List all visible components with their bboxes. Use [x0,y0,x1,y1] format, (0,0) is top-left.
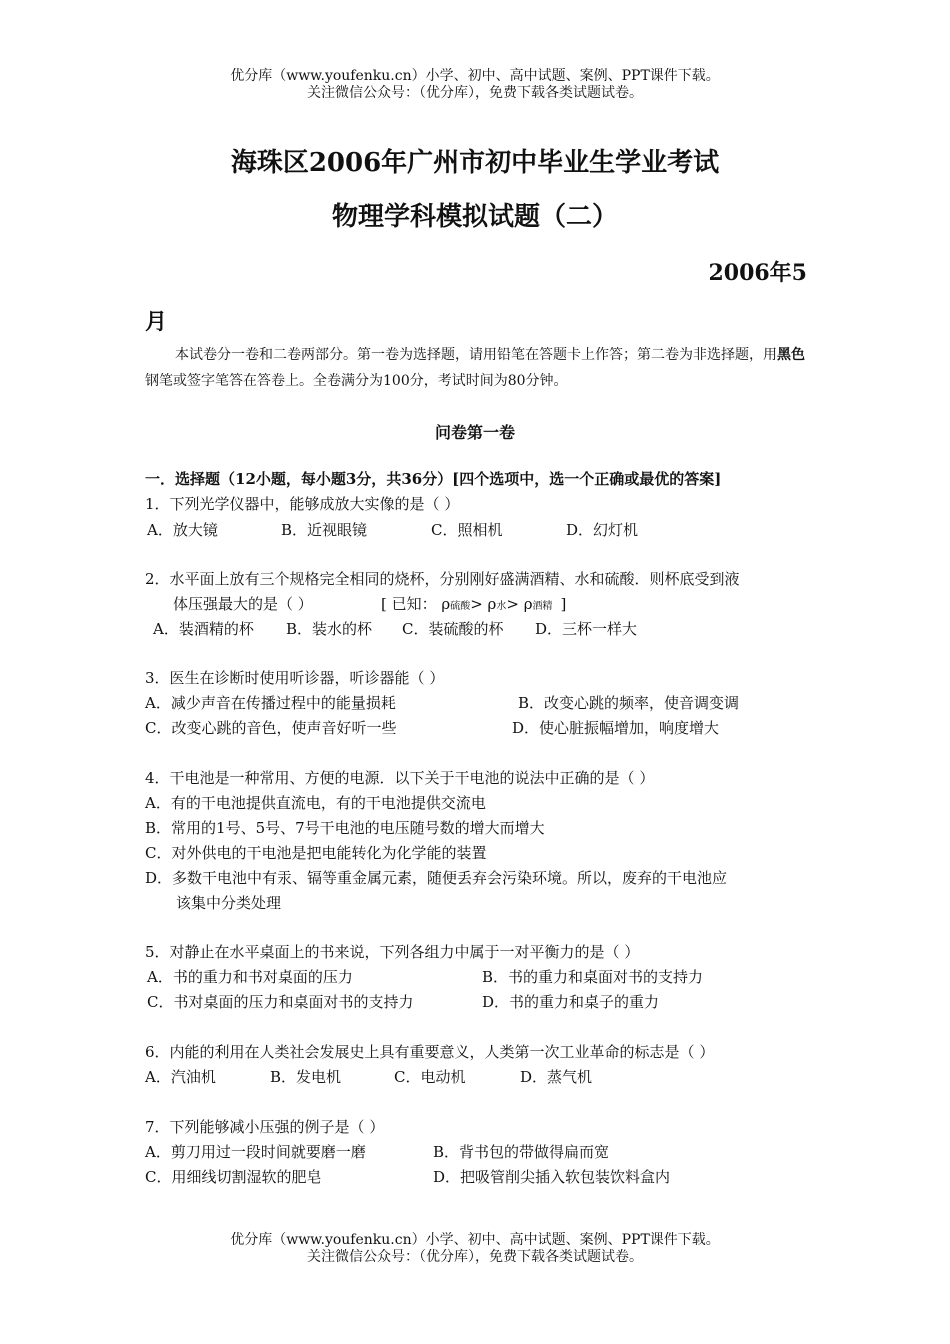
question-3-option-d: D．使心脏振幅增加，响度增大 [512,719,720,737]
header-line-2: 关注微信公众号：（优分库），免费下载各类试题试卷。 [307,85,643,101]
intro-bold-text: 黑色 [777,347,805,363]
question-7-option-d: D．把吸管削尖插入软包装饮料盒内 [433,1168,671,1186]
question-6-option-a: A．汽油机 [145,1068,216,1086]
question-6-stem: 6．内能的利用在人类社会发展史上具有重要意义，人类第一次工业革命的标志是（ ） [145,1043,715,1061]
section-title: 问卷第一卷 [434,423,515,442]
footer-line-2: 关注微信公众号：（优分库），免费下载各类试题试卷。 [307,1249,643,1265]
question-2-stem-line-2: 体压强最大的是（ ） [173,595,313,613]
question-1-stem: 1．下列光学仪器中，能够成放大实像的是（ ） [145,495,460,513]
intro-text-1: 本试卷分一卷和二卷两部分。第一卷为选择题，请用铅笔在答题卡上作答；第二卷为非选择题，用 [175,347,777,363]
intro-text-2: 钢笔或签字笔答在答卷上。全卷满分为100分，考试时间为80分钟。 [145,373,568,389]
question-3-option-b: B．改变心跳的频率，使音调变调 [518,694,740,712]
question-2-option-b: B．装水的杯 [286,620,373,638]
question-4-option-b: B．常用的1号、5号、7号干电池的电压随号数的增大而增大 [145,819,545,837]
question-4-option-c: C．对外供电的干电池是把电能转化为化学能的装置 [145,844,487,862]
question-2-stem-line-1: 2．水平面上放有三个规格完全相同的烧杯，分别刚好盛满酒精、水和硫酸．则杯底受到液 [145,570,740,588]
question-6-option-b: B．发电机 [270,1068,342,1086]
question-4-option-d-line-2: 该集中分类处理 [176,894,282,912]
question-4-option-d-line-1: D．多数干电池中有汞、镉等重金属元素，随便丢弃会污染环境。所以，废弃的干电池应 [145,869,728,887]
header-line-1: 优分库（www.youfenku.cn）小学、初中、高中试题、案例、PPT课件下载。 [230,68,720,84]
known-gt-1: > ρ [470,595,497,613]
part-heading: 一．选择题（12小题，每小题3分，共36分）[四个选项中，选一个正确或最优的答案] [145,470,722,488]
question-2-option-d: D．三杯一样大 [535,620,638,638]
known-gt-2: > ρ [506,595,533,613]
question-5-option-d: D．书的重力和桌子的重力 [482,993,660,1011]
known-suffix: ] [560,595,567,613]
question-7-option-a: A．剪刀用过一段时间就要磨一磨 [145,1143,366,1161]
question-3-option-a: A．减少声音在传播过程中的能量损耗 [145,694,396,712]
question-6-option-d: D．蒸气机 [520,1068,593,1086]
question-1-option-a: A．放大镜 [147,521,218,539]
intro-paragraph [145,342,810,394]
exam-title: 海珠区2006年广州市初中毕业生学业考试 [230,148,720,178]
exam-date: 2006年5 [708,260,807,286]
question-2-option-a: A．装酒精的杯 [153,620,254,638]
question-4-stem: 4．干电池是一种常用、方便的电源．以下关于干电池的说法中正确的是（ ） [145,769,655,787]
known-prefix: [ 已知： ρ [381,595,451,613]
question-7-stem: 7．下列能够减小压强的例子是（ ） [145,1118,385,1136]
exam-date-month: 月 [145,309,168,335]
known-sub-water: 水 [496,601,507,612]
question-7-option-b: B．背书包的带做得扁而宽 [433,1143,610,1161]
question-1-option-c: C．照相机 [431,521,503,539]
question-1-option-d: D．幻灯机 [566,521,639,539]
question-5-option-b: B．书的重力和桌面对书的支持力 [482,968,704,986]
question-5-option-c: C．书对桌面的压力和桌面对书的支持力 [147,993,414,1011]
question-1-option-b: B．近视眼镜 [281,521,368,539]
question-6-option-c: C．电动机 [394,1068,466,1086]
question-4-option-a: A．有的干电池提供直流电，有的干电池提供交流电 [145,794,486,812]
page-header [0,68,950,102]
question-3-option-c: C．改变心跳的音色，使声音好听一些 [145,719,397,737]
footer-line-1: 优分库（www.youfenku.cn）小学、初中、高中试题、案例、PPT课件下载。 [230,1232,720,1248]
known-sub-alcohol: 酒精 [532,601,553,612]
known-sub-sulfuric: 硫酸 [450,601,471,612]
question-5-stem: 5．对静止在水平桌面上的书来说，下列各组力中属于一对平衡力的是（ ） [145,943,640,961]
question-3-stem: 3．医生在诊断时使用听诊器，听诊器能（ ） [145,669,445,687]
exam-subtitle: 物理学科模拟试题（二） [331,202,618,232]
question-2-known-condition [381,594,566,617]
question-5-option-a: A．书的重力和书对桌面的压力 [147,968,353,986]
page-footer [0,1232,950,1266]
question-7-option-c: C．用细线切割湿软的肥皂 [145,1168,322,1186]
question-2-option-c: C．装硫酸的杯 [402,620,504,638]
